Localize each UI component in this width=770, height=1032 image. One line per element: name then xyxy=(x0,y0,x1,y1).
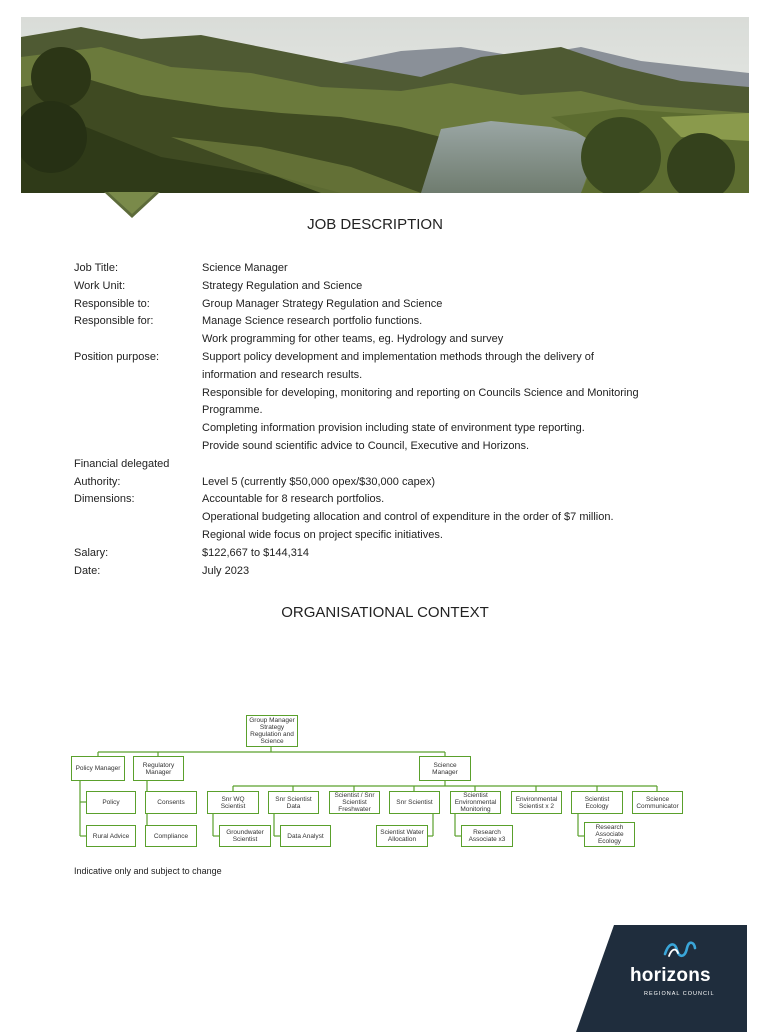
detail-label: Work Unit: xyxy=(74,279,126,292)
org-box-consents: Consents xyxy=(145,791,197,814)
detail-label xyxy=(74,331,202,349)
detail-label: Financial delegated xyxy=(74,457,170,470)
banner-image xyxy=(21,17,749,193)
org-box-regulatory-manager: Regulatory Manager xyxy=(133,756,184,781)
detail-row xyxy=(74,385,714,403)
detail-row xyxy=(74,260,714,278)
detail-row xyxy=(74,367,714,385)
org-box-snr-scientist: Snr Scientist xyxy=(389,791,440,814)
detail-value: Accountable for 8 research portfolios. xyxy=(202,493,385,506)
org-box-scientist-ecology: Scientist Ecology xyxy=(571,791,623,814)
detail-value: Group Manager Strategy Regulation and Science xyxy=(202,297,443,310)
org-box-rural-advice: Rural Advice xyxy=(86,825,136,847)
org-box-scientist-water-allocation: Scientist Water Allocation xyxy=(376,825,428,847)
detail-value: Support policy development and implementation methods through the delivery of xyxy=(202,350,594,363)
detail-label xyxy=(74,402,202,420)
detail-value: Work programming for other teams, eg. Hydrology and survey xyxy=(202,333,504,346)
detail-value: $122,667 to $144,314 xyxy=(202,546,310,559)
indicative-note: Indicative only and subject to change xyxy=(74,866,222,876)
detail-label xyxy=(74,367,202,385)
detail-row xyxy=(74,349,714,367)
detail-value: information and research results. xyxy=(202,368,363,381)
detail-label: Dimensions: xyxy=(74,493,135,506)
detail-value: Regional wide focus on project specific initiatives. xyxy=(202,528,443,541)
logo-tagline: REGIONAL COUNCIL xyxy=(644,991,715,997)
org-box-compliance: Compliance xyxy=(145,825,197,847)
detail-value xyxy=(202,456,714,474)
org-box-research-associate-ecology: Research Associate Ecology xyxy=(584,822,635,847)
detail-value: Strategy Regulation and Science xyxy=(202,279,363,292)
detail-row xyxy=(74,527,714,545)
detail-row xyxy=(74,456,714,474)
detail-value: Level 5 (currently $50,000 opex/$30,000 capex) xyxy=(202,475,435,488)
detail-label: Responsible to: xyxy=(74,297,150,310)
horizons-wave-logo-icon xyxy=(663,940,697,958)
detail-row xyxy=(74,420,714,438)
detail-row xyxy=(74,545,714,563)
detail-value: Responsible for developing, monitoring and reporting on Councils Science and Monitoring xyxy=(202,386,639,399)
detail-value: Science Manager xyxy=(202,262,288,274)
org-box-groundwater-scientist: Groundwater Scientist xyxy=(219,825,271,847)
detail-row xyxy=(74,402,714,420)
logo-name: horizons xyxy=(630,965,711,986)
detail-label xyxy=(74,420,202,438)
detail-label: Job Title: xyxy=(74,262,119,274)
detail-label xyxy=(74,527,202,545)
detail-value: July 2023 xyxy=(202,564,250,577)
detail-label: Responsible for: xyxy=(74,315,154,328)
org-box-science-manager: Science Manager xyxy=(419,756,471,781)
detail-row xyxy=(74,509,714,527)
detail-row xyxy=(74,474,714,492)
detail-value: Completing information provision including state of environment type reporting. xyxy=(202,422,585,435)
org-box-group-manager: Group Manager Strategy Regulation and Science xyxy=(246,715,298,747)
org-box-snr-scientist-data: Snr Scientist Data xyxy=(268,791,319,814)
job-description-title xyxy=(0,216,770,233)
banner-notch-inner xyxy=(108,192,156,214)
detail-label: Salary: xyxy=(74,546,109,559)
org-box-data-analyst: Data Analyst xyxy=(280,825,331,847)
detail-label: Position purpose: xyxy=(74,350,159,363)
org-box-research-associate: Research Associate x3 xyxy=(461,825,513,847)
detail-label xyxy=(74,438,202,456)
detail-row xyxy=(74,278,714,296)
org-chart xyxy=(0,700,770,860)
detail-label: Date: xyxy=(74,564,101,577)
detail-value: Manage Science research portfolio functions. xyxy=(202,315,423,328)
detail-row xyxy=(74,438,714,456)
job-details xyxy=(74,260,714,580)
org-box-policy: Policy xyxy=(86,791,136,814)
org-box-scientist-env-monitoring: Scientist Environmental Monitoring xyxy=(450,791,501,814)
detail-value: Programme. xyxy=(202,404,263,417)
detail-label xyxy=(74,385,202,403)
detail-label: Authority: xyxy=(74,475,121,488)
org-box-scientist-freshwater: Scientist / Snr Scientist Freshwater xyxy=(329,791,380,814)
org-box-science-communicator: Science Communicator xyxy=(632,791,683,814)
org-box-snr-wq-scientist: Snr WQ Scientist xyxy=(207,791,259,814)
organisational-context-title: ORGANISATIONAL CONTEXT xyxy=(281,604,489,621)
detail-row xyxy=(74,331,714,349)
detail-value: Operational budgeting allocation and control of expenditure in the order of $7 million. xyxy=(202,511,614,524)
detail-value: Provide sound scientific advice to Council, Executive and Horizons. xyxy=(202,439,530,452)
detail-label xyxy=(74,509,202,527)
detail-row xyxy=(74,313,714,331)
detail-row xyxy=(74,296,714,314)
detail-row xyxy=(74,563,714,581)
org-box-policy-manager: Policy Manager xyxy=(71,756,125,781)
job-description-title-text: JOB DESCRIPTION xyxy=(307,216,443,233)
detail-row xyxy=(74,491,714,509)
org-box-environmental-scientist: Environmental Scientist x 2 xyxy=(511,791,562,814)
